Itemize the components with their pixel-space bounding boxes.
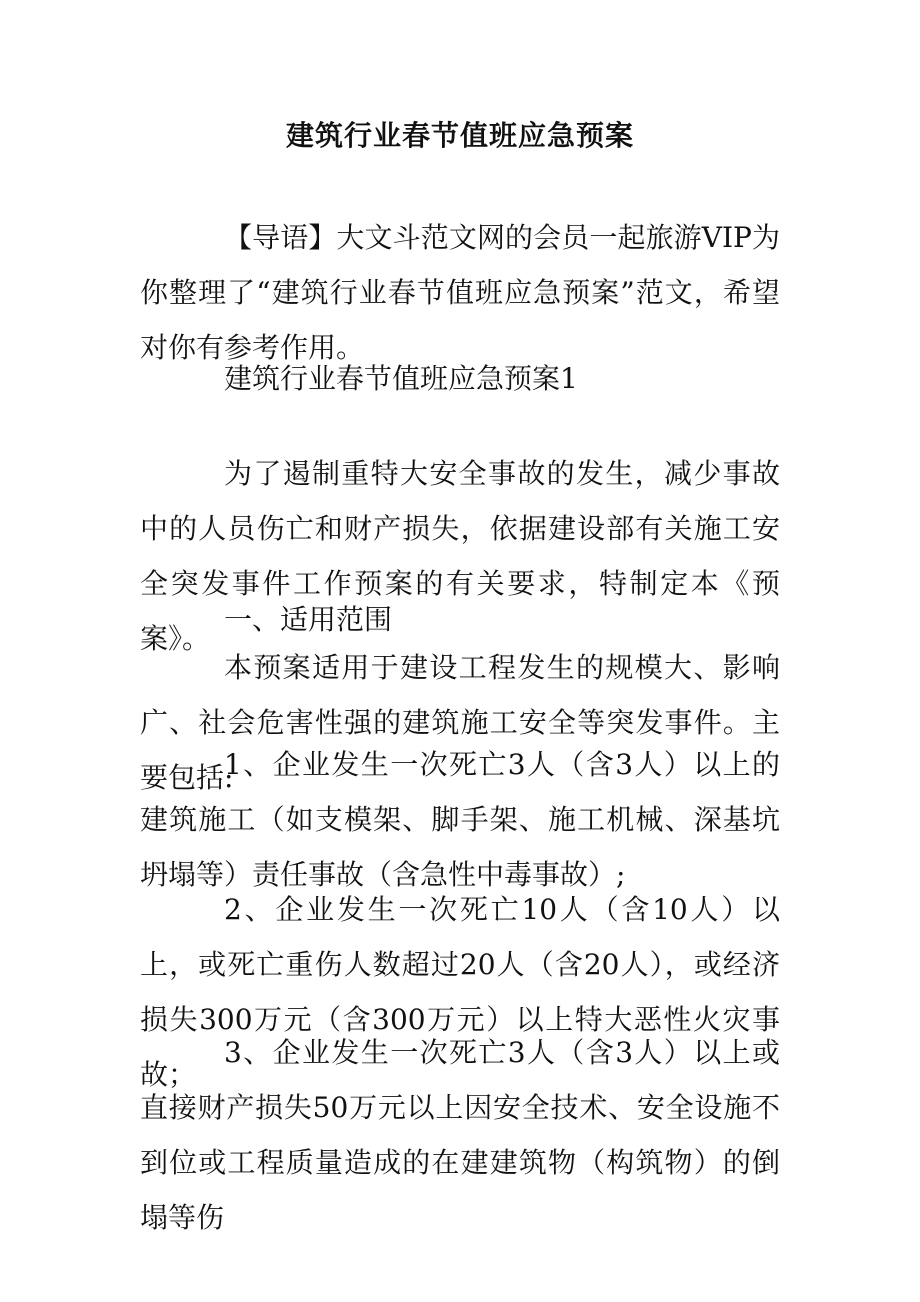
- subtitle: 建筑行业春节值班应急预案1: [224, 362, 578, 395]
- list-item-2: 2、企业发生一次死亡10人（含10人）以上，或死亡重伤人数超过20人（含20人），或经济损失300万元（含300万元）以上特大恶性火灾事故；: [140, 893, 780, 1091]
- paragraph-scope: 本预案适用于建设工程发生的规模大、影响广、社会危害性强的建筑施工安全等突发事件。主要包括:: [140, 651, 780, 794]
- list-item-3: 3、企业发生一次死亡3人（含3人）以上或直接财产损失50万元以上因安全技术、安全设施不到位或工程质量造成的在建建筑物（构筑物）的倒塌等伤: [140, 1036, 780, 1234]
- document-title: 建筑行业春节值班应急预案: [285, 119, 634, 152]
- section-heading-scope: 一、适用范围: [224, 603, 393, 636]
- paragraph-purpose: 为了遏制重特大安全事故的发生，减少事故中的人员伤亡和财产损失，依据建设部有关施工安全突发事件工作预案的有关要求，特制定本《预案》。: [140, 457, 780, 655]
- list-item-1: 1、企业发生一次死亡3人（含3人）以上的建筑施工（如支模架、脚手架、施工机械、深基坑坍塌等）责任事故（含急性中毒事故）;: [140, 748, 780, 891]
- intro-paragraph: 【导语】大文斗范文网的会员一起旅游VIP为你整理了“建筑行业春节值班应急预案”范文，希望对你有参考作用。: [140, 221, 780, 364]
